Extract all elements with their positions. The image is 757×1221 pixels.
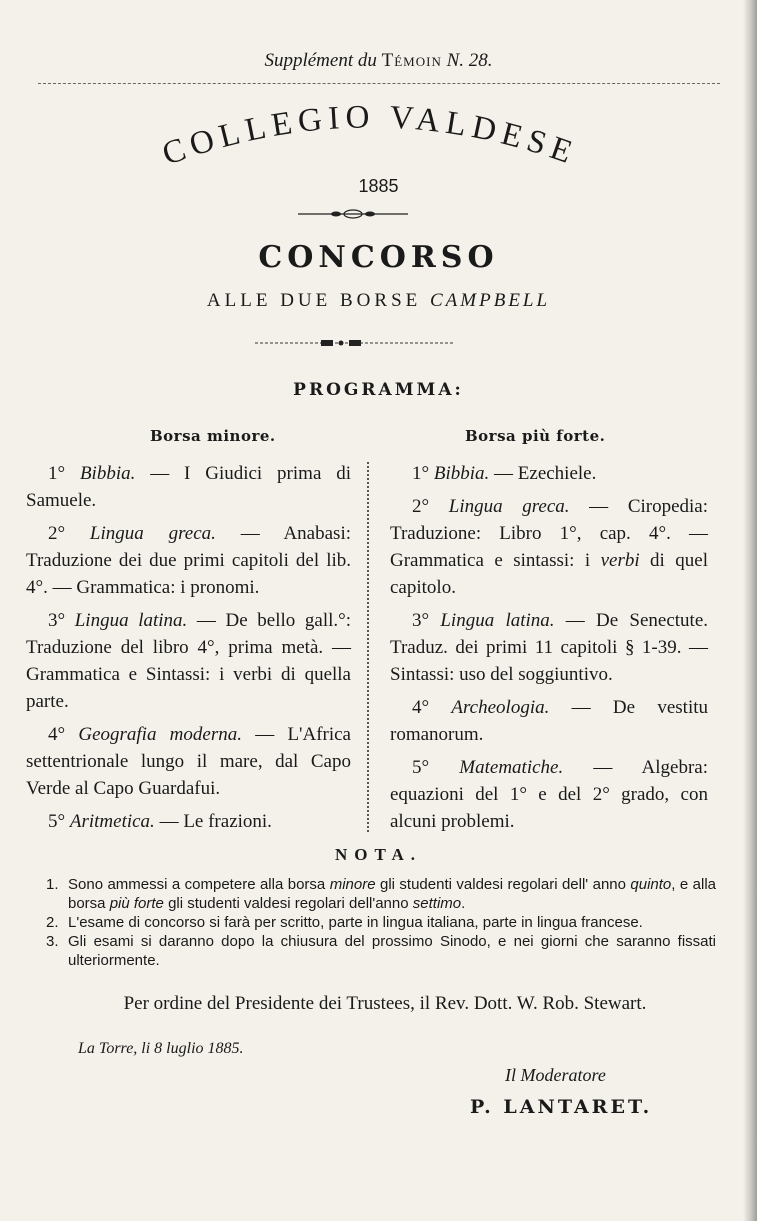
nota-heading: NOTA.	[334, 845, 423, 864]
concorso-heading: CONCORSO	[258, 240, 499, 275]
program-item: 4° Archeologia. — De vestitu romanorum.	[390, 697, 708, 745]
borse-subheading: ALLE DUE BORSE CAMPBELL	[206, 290, 551, 311]
nota-list	[46, 875, 716, 970]
order-statement: Per ordine del Presidente dei Trustees, il Rev. Dott. W. Rob. Stewart.	[123, 993, 647, 1014]
borsa-minore-heading: Borsa minore.	[150, 427, 276, 445]
signer-role: Il Moderatore	[505, 1065, 606, 1085]
program-item: 5° Matematiche. — Algebra: equazioni del 1° e del 2° grado, con alcuni problemi.	[390, 757, 708, 832]
program-item: 2° Lingua greca. — Anabasi: Traduzione dei due primi capitoli del lib. 4°. — Grammatica: i pronomi.	[26, 523, 351, 598]
program-item: 1° Bibbia. — I Giudici prima di Samuele.	[26, 463, 351, 511]
year: 1885	[358, 176, 399, 196]
nota-item: 1. Sono ammessi a competere alla borsa minore gli studenti valdesi regolari dell' anno quinto, e alla borsa più forte gli studenti valdesi regolari dell'anno settimo.	[46, 876, 716, 912]
nota-item: 3. Gli esami si daranno dopo la chiusura del prossimo Sinodo, e nei giorni che saranno fissati ulteriormente.	[46, 933, 716, 969]
nota-item: 2. L'esame di concorso si farà per scritto, parte in lingua italiana, parte in lingua francese.	[46, 914, 643, 931]
signer-name: P. LANTARET.	[470, 1096, 653, 1118]
ornament-divider-small	[255, 337, 455, 349]
column-divider	[367, 462, 369, 832]
ornament-divider	[298, 207, 408, 221]
svg-text:COLLEGIO VALDESE: COLLEGIO VALDESE	[157, 100, 583, 173]
programma-heading: PROGRAMMA:	[293, 380, 464, 400]
borsa-minore-program	[26, 460, 351, 841]
borsa-forte-program	[390, 460, 708, 841]
program-item: 4° Geografia moderna. — L'Africa settentrionale lungo il mare, dal Capo Verde al Capo Guardafui.	[26, 724, 351, 799]
supplement-header: Supplément du Témoin N. 28.	[264, 50, 493, 71]
borsa-forte-heading: Borsa più forte.	[465, 427, 606, 445]
program-item: 3° Lingua latina. — De Senectute. Traduz. dei primi 11 capitoli § 1-39. — Sintassi: uso del soggiuntivo.	[390, 610, 709, 685]
program-item: 2° Lingua greca. — Ciropedia: Traduzione: Libro 1°, cap. 4°. — Grammatica e sintassi: i verbi di quel capitolo.	[390, 496, 709, 598]
program-item: 5° Aritmetica. — Le frazioni.	[48, 811, 272, 832]
program-item: 1° Bibbia. — Ezechiele.	[412, 463, 597, 484]
place-date: La Torre, li 8 luglio 1885.	[78, 1040, 244, 1057]
program-item: 3° Lingua latina. — De bello gall.°: Traduzione del libro 4°, prima metà. — Grammatica e Sintassi: i verbi di quella parte.	[26, 610, 352, 712]
header-rule	[38, 83, 720, 84]
